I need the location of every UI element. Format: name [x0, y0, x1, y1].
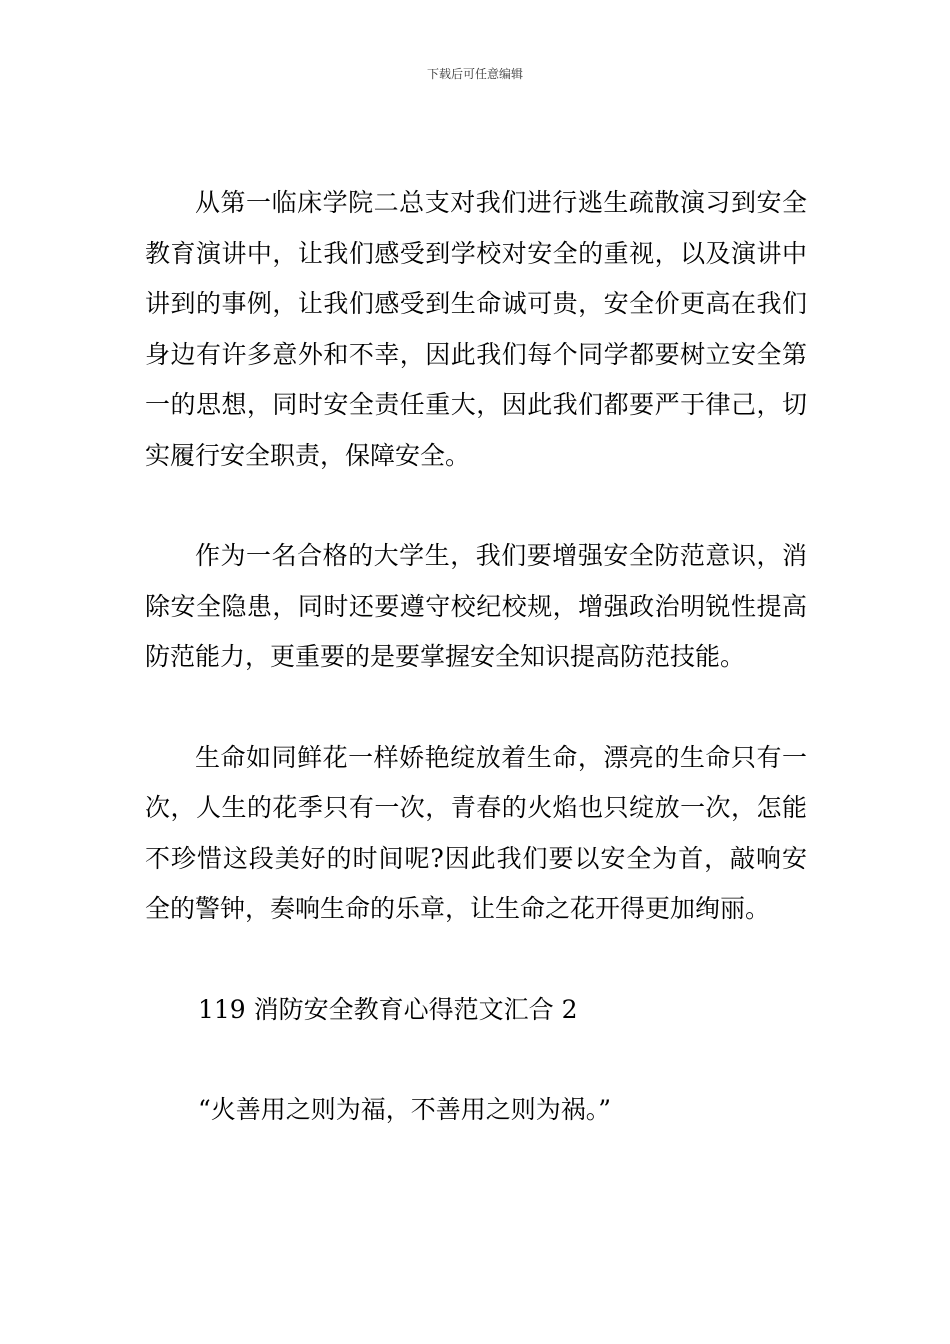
header-note: 下载后可任意编辑: [426, 67, 523, 81]
document-body: [145, 178, 807, 1136]
section-title: 119 消防安全教育心得范文汇合 2: [198, 994, 578, 1024]
paragraph-2: 作为一名合格的大学生，我们要增强安全防范意识，消除安全隐患，同时还要遵守校纪校规，增强政治明锐性提高防范能力，更重要的是要掌握安全知识提高防范技能。: [145, 541, 807, 671]
paragraph-1: 从第一临床学院二总支对我们进行逃生疏散演习到安全教育演讲中，让我们感受到学校对安全的重视，以及演讲中讲到的事例，让我们感受到生命诚可贵，安全价更高在我们身边有许多意外和不幸，因此我们每个同学都要树立安全第一的思想，同时安全责任重大，因此我们都要严于律己，切实履行安全职责，保障安全。: [145, 188, 807, 470]
quote: “火善用之则为福，不善用之则为祸。”: [198, 1095, 612, 1124]
paragraph-3: 生命如同鲜花一样娇艳绽放着生命，漂亮的生命只有一次，人生的花季只有一次，青春的火焰也只绽放一次，怎能不珍惜这段美好的时间呢?因此我们要以安全为首，敲响安全的警钟，奏响生命的乐章，让生命之花开得更加绚丽。: [145, 742, 807, 923]
